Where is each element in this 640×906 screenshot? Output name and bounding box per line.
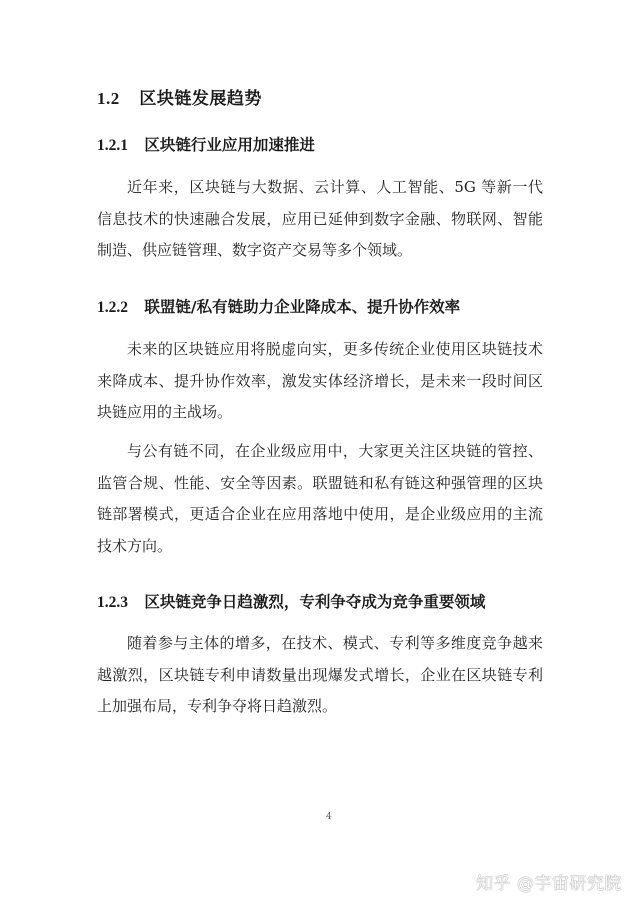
section-heading	[97, 84, 262, 109]
subsection-heading-1-2-2	[97, 295, 460, 317]
subsection-heading-1-2-1	[97, 133, 315, 155]
subsection-heading-1-2-3	[97, 590, 485, 612]
section-number: 1.2	[97, 89, 120, 108]
subsection-title: 联盟链/私有链助力企业降成本、提升协作效率	[144, 298, 461, 316]
section-title: 区块链发展趋势	[139, 89, 262, 109]
subsection-title: 区块链行业应用加速推进	[144, 136, 315, 154]
subsection-number: 1.2.1	[97, 137, 128, 154]
subsection-title: 区块链竞争日趋激烈，专利争夺成为竞争重要领域	[144, 593, 486, 611]
subsection-number: 1.2.3	[97, 594, 128, 611]
subsection-number: 1.2.2	[97, 299, 128, 316]
watermark: 知乎 @宇宙研究院	[476, 874, 622, 894]
page-number: 4	[326, 812, 332, 822]
paragraph: 随着参与主体的增多，在技术、模式、专利等多维度竞争越来越激烈，区块链专利申请数量出现爆发式增长，企业在区块链专利上加强布局，专利争夺将日趋激烈。	[97, 634, 543, 715]
paragraph: 近年来，区块链与大数据、云计算、人工智能、5G 等新一代信息技术的快速融合发展，应用已延伸到数字金融、物联网、智能制造、供应链管理、数字资产交易等多个领域。	[97, 178, 543, 259]
paragraph: 与公有链不同，在企业级应用中，大家更关注区块链的管控、监管合规、性能、安全等因素。联盟链和私有链这种强管理的区块链部署模式，更适合企业在应用落地中使用，是企业级应用的主流技术方向。	[97, 442, 543, 555]
paragraph: 未来的区块链应用将脱虚向实，更多传统企业使用区块链技术来降成本、提升协作效率，激发实体经济增长，是未来一段时间区块链应用的主战场。	[97, 340, 543, 421]
